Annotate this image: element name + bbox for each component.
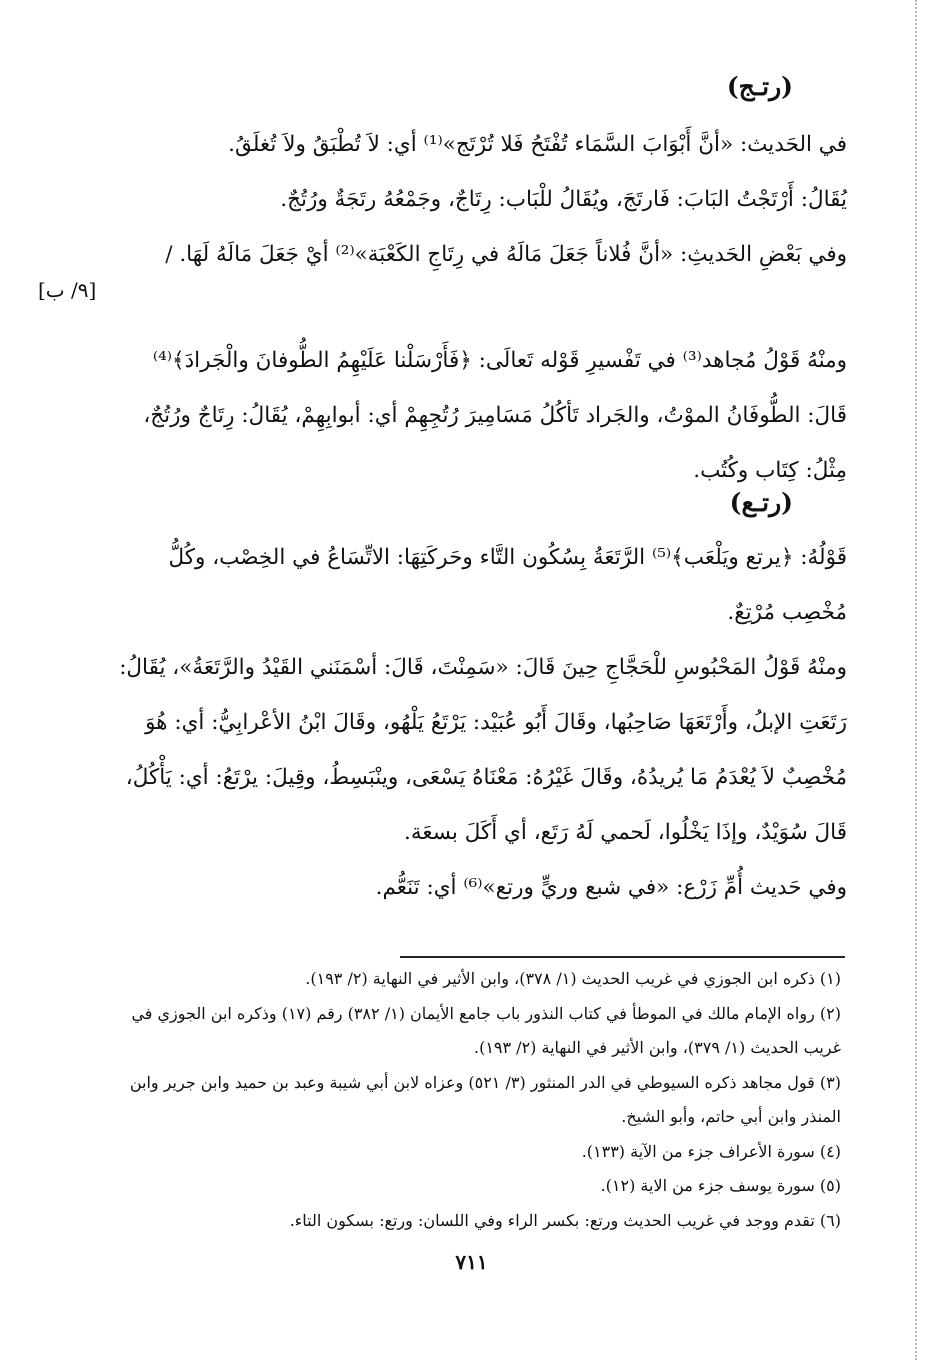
entry-heading-rta: (رتـع) — [729, 488, 793, 517]
paragraph: يُقَالُ: أَرْتَجْتُ البَابَ: فَارتَجَ، ويُقَالُ للْبَاب: رِتَاجٌ، وجَمْعُهُ رتَجَةٌ ورُتُجٌ. — [280, 187, 847, 212]
paragraph: وفي بَعْضِ الحَديثِ: «أنَّ فُلاناً جَعَلَ مَالَهُ في رِتَاجِ الكَعْبَة»⁽²⁾ أيْ جَعَلَ مَالَهُ لَهَا. / — [165, 242, 847, 267]
manuscript-folio-note: [٩/ ب] — [38, 278, 97, 302]
footnote-separator — [400, 956, 845, 958]
scan-edge-dots — [915, 0, 917, 1360]
entry-body-rta — [107, 530, 847, 915]
footnote: (٥) سورة يوسف جزء من الاية (١٢). — [600, 1176, 841, 1195]
footnotes — [101, 962, 841, 1238]
entry-body-rtj — [107, 117, 847, 282]
footnote: (١) ذكره ابن الجوزي في غريب الحديث (١/ ٣٧٨)، وابن الأثير في النهاية (٢/ ١٩٣). — [305, 969, 841, 988]
paragraph: في الحَديث: «أنَّ أَبْوَابَ السَّمَاء تُفْتَحُ فَلا تُرْتَج»⁽¹⁾ أي: لاَ تُطْبَقُ ولاَ تُغلَقُ. — [228, 132, 847, 157]
footnote: (٤) سورة الأعراف جزء من الآية (١٣٣). — [581, 1141, 841, 1161]
footnote: (٦) تقدم ووجد في غريب الحديث ورتع: بكسر الراء وفي اللسان: ورتع: بسكون التاء. — [289, 1210, 841, 1230]
entry-heading-rtj: (رتـج) — [726, 72, 793, 101]
paragraph: ومنْهُ قَوْلُ المَحْبُوسِ للْحَجَّاجِ حِينَ قَالَ: «سَمِنْتَ، قَالَ: أسْمَنَني القَيْدُ والرَّتَعَةُ»، يُقَالُ: رَتَعَتِ الإبلُ، وأَرْتَعَهَا صَاحِبُها، وقَالَ أَبُو عُبَيْد: يَرْتَعُ يَلْهُو، وقَالَ ابْنُ الأعْرابِيُّ: أي: هُوَ مُخْصِبٌ لاَ يُعْدَمُ مَا يُريدُهُ، وقَالَ غَيْرُهُ: مَعْنَاهُ يَسْعَى، وينْبَسِطُ، وقِيلَ: يرْتَعُ: أي: يَأْكُلُ، قَالَ سُوَيْدٌ، وإذَا يَخْلُوا، لَحمي لَهُ رَتَع، أي أَكَلَ بسعَة. — [119, 655, 847, 845]
footnote: (٣) قول مجاهد ذكره السيوطي في الدر المنثور (٣/ ٥٢١) وعزاه لابن أبي شيبة وعبد بن حميد وابن جرير وابن المنذر وابن أبي حاتم، وأبو الشيخ. — [129, 1072, 841, 1126]
entry-body-rtj-2 — [107, 333, 847, 498]
paragraph: ومنْهُ قَوْلُ مُجاهد⁽³⁾ في تَفْسيرِ قَوْله تَعالَى: ﴿فَأَرْسَلْنا عَلَيْهِمُ الطُّوفانَ والْجَرادَ﴾⁽⁴⁾ قَالَ: الطُّوفَانُ الموْتُ، والجَراد تَأكُلُ مَسَامِيرَ رُتُجِهِمْ أي: أبوابِهِمْ، يُقَالُ: رِتَاجٌ ورُتُجٌ، مِثْلُ: كِتَاب وكُتُب. — [143, 348, 847, 483]
page-number: ٧١١ — [455, 1250, 488, 1274]
paragraph: قَوْلُهُ: ﴿يرتع ويَلْعَب﴾⁽⁵⁾ الرَّتَعَةُ بِسُكُون التَّاء وحَركَتِهَا: الاتِّسَاعُ في الخِصْب، وكُلُّ مُخْصِب مُرْتِعٌ. — [168, 545, 847, 625]
footnote: (٢) رواه الإمام مالك في الموطأ في كتاب النذور باب جامع الأيمان (١/ ٣٨٢) رقم (١٧) وذكره ابن الجوزي في غريب الحديث (١/ ٣٧٩)، وابن الأثير في النهاية (٢/ ١٩٣). — [131, 1003, 841, 1057]
paragraph: وفي حَديث أُمِّ زَرْع: «في شبع وريٍّ ورتع»⁽⁶⁾ أي: تَنَعُّم. — [375, 875, 847, 900]
